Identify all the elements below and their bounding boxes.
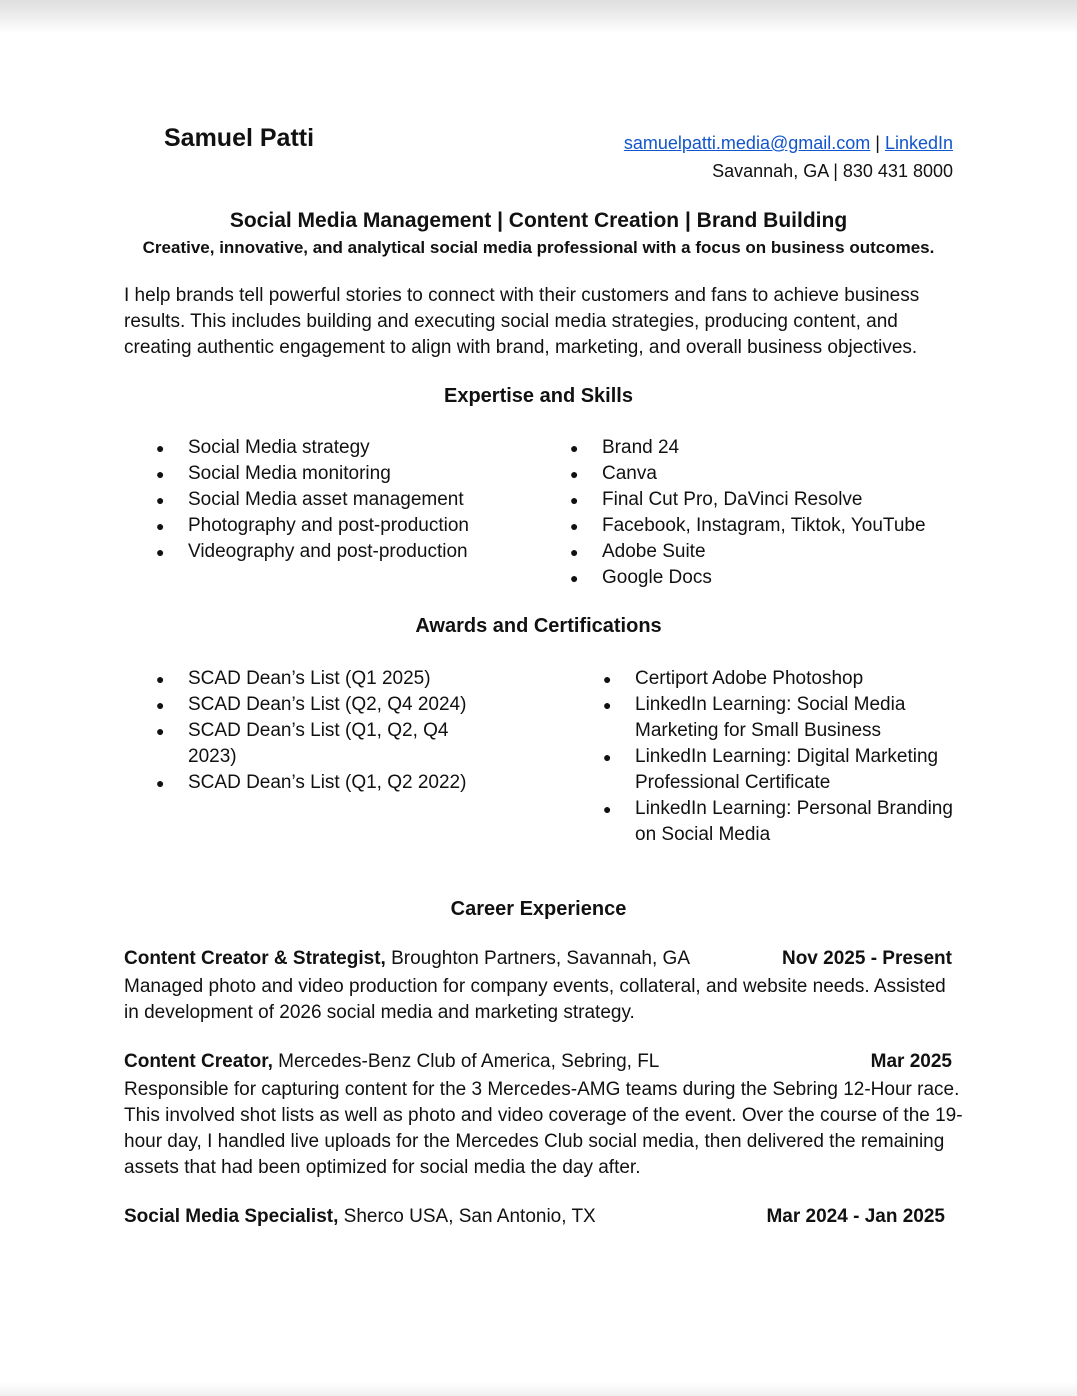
job-dates: Mar 2024 - Jan 2025: [766, 1206, 945, 1227]
bullet-icon: ●: [156, 466, 165, 482]
contact-separator: |: [870, 133, 885, 153]
list-item-text: Social Media asset management: [188, 489, 464, 510]
list-item: [570, 513, 990, 539]
bullet-icon: ●: [156, 544, 165, 560]
list-item-text: Videography and post-production: [188, 541, 468, 562]
awards-heading: Awards and Certifications: [415, 615, 662, 637]
bullet-icon: ●: [156, 723, 165, 739]
candidate-name: Samuel Patti: [164, 124, 315, 152]
summary-paragraph: I help brands tell powerful stories to connect with their customers and fans to achieve business results. This includes building and executing social media strategies, producing content, and creating authentic engagement to align with brand, marketing, and overall business objectives.: [124, 285, 920, 358]
bullet-icon: ●: [603, 697, 612, 713]
awards-list-right: [603, 666, 963, 848]
job-title-line: [124, 1051, 659, 1073]
job-description: Responsible for capturing content for the 3 Mercedes-AMG teams during the Sebring 12-Hour race. This involved shot lists as well as photo and video coverage of the event. Over the course of the 19- hour day, I handled live uploads for the Mercedes Club social media, then delivered the remaining assets that had been optimized for social media the day after.: [124, 1079, 963, 1178]
job-title: Content Creator & Strategist,: [124, 948, 386, 969]
bullet-icon: ●: [603, 749, 612, 765]
job-org: Mercedes-Benz Club of America, Sebring, FL: [272, 1051, 660, 1072]
list-item-text: Certiport Adobe Photoshop: [635, 668, 864, 689]
job-title-line: [124, 1206, 596, 1228]
awards-list-left: [156, 666, 486, 796]
list-item: [570, 539, 990, 565]
list-item: [603, 744, 963, 796]
list-item-text: Final Cut Pro, DaVinci Resolve: [602, 489, 863, 510]
list-item-text: Photography and post-production: [188, 515, 469, 536]
list-item-text: LinkedIn Learning: Personal Branding on Social Media: [635, 798, 953, 845]
bullet-icon: ●: [156, 775, 165, 791]
list-item: [603, 666, 963, 692]
job-org: Sherco USA, San Antonio, TX: [338, 1206, 596, 1227]
bullet-icon: ●: [570, 518, 579, 534]
list-item: [570, 565, 990, 591]
list-item-text: SCAD Dean’s List (Q1, Q2, Q4 2023): [188, 720, 449, 767]
list-item: [156, 435, 536, 461]
list-item: [156, 513, 536, 539]
bullet-icon: ●: [603, 671, 612, 687]
linkedin-link[interactable]: LinkedIn: [884, 133, 953, 153]
bullet-icon: ●: [156, 492, 165, 508]
job-description: Managed photo and video production for company events, collateral, and website needs. Assisted in development of 2026 social media and marketing strategy.: [124, 976, 946, 1023]
list-item: [156, 718, 486, 770]
list-item: [570, 435, 990, 461]
job-title: Content Creator,: [124, 1051, 273, 1072]
list-item: [156, 770, 486, 796]
page-top-shadow: [0, 0, 1077, 34]
skills-list-left: [156, 435, 536, 565]
list-item: [570, 487, 990, 513]
job-org: Broughton Partners, Savannah, GA: [385, 948, 690, 969]
list-item-text: Adobe Suite: [602, 541, 706, 562]
list-item: [603, 692, 963, 744]
job-dates: Nov 2025 - Present: [781, 948, 952, 969]
bullet-icon: ●: [570, 492, 579, 508]
list-item-text: Social Media strategy: [188, 437, 370, 458]
job-title: Social Media Specialist,: [124, 1206, 339, 1227]
career-heading: Career Experience: [450, 898, 627, 920]
list-item-text: LinkedIn Learning: Digital Marketing Professional Certificate: [635, 746, 939, 793]
skills-list-right: [570, 435, 990, 591]
list-item: [603, 796, 963, 848]
list-item: [156, 461, 536, 487]
list-item-text: SCAD Dean’s List (Q2, Q4 2024): [188, 694, 467, 715]
list-item-text: Social Media monitoring: [188, 463, 391, 484]
bullet-icon: ●: [603, 801, 612, 817]
list-item-text: Canva: [602, 463, 657, 484]
headline-tagline: Creative, innovative, and analytical social media professional with a focus on business outcomes.: [142, 238, 935, 257]
bullet-icon: ●: [156, 671, 165, 687]
list-item-text: LinkedIn Learning: Social Media Marketing for Small Business: [635, 694, 906, 741]
list-item-text: Google Docs: [602, 567, 712, 588]
bullet-icon: ●: [570, 440, 579, 456]
headline-title: Social Media Management | Content Creation | Brand Building: [229, 209, 848, 232]
list-item-text: SCAD Dean’s List (Q1 2025): [188, 668, 431, 689]
page-bottom-shadow: [0, 1382, 1077, 1396]
email-link[interactable]: samuelpatti.media@gmail.com: [623, 133, 871, 153]
list-item: [156, 692, 486, 718]
list-item-text: Brand 24: [602, 437, 680, 458]
list-item: [570, 461, 990, 487]
bullet-icon: ●: [156, 440, 165, 456]
contact-links: [624, 133, 953, 154]
bullet-icon: ●: [156, 697, 165, 713]
list-item-text: Facebook, Instagram, Tiktok, YouTube: [602, 515, 926, 536]
bullet-icon: ●: [570, 544, 579, 560]
location-phone: Savannah, GA | 830 431 8000: [712, 161, 953, 181]
job-title-line: [124, 948, 690, 970]
bullet-icon: ●: [570, 570, 579, 586]
bullet-icon: ●: [570, 466, 579, 482]
job-dates: Mar 2025: [870, 1051, 952, 1072]
list-item: [156, 539, 536, 565]
list-item-text: SCAD Dean’s List (Q1, Q2 2022): [188, 772, 467, 793]
expertise-heading: Expertise and Skills: [444, 385, 633, 407]
list-item: [156, 666, 486, 692]
list-item: [156, 487, 536, 513]
bullet-icon: ●: [156, 518, 165, 534]
